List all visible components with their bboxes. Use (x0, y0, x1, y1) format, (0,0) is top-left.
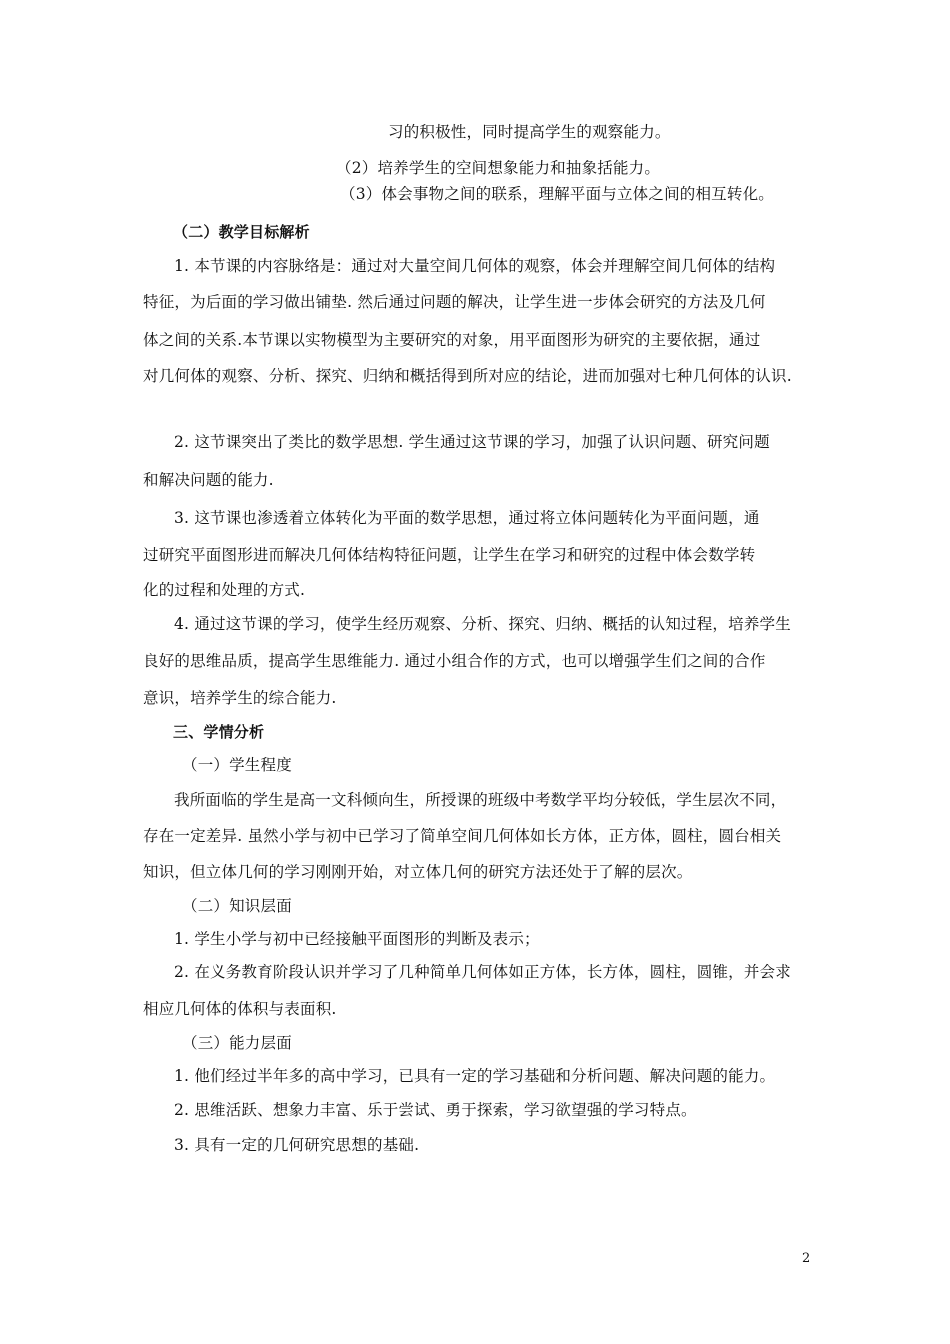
page-number: 2 (802, 1251, 811, 1266)
text-line: （3）体会事物之间的联系，理解平面与立体之间的相互转化。 (340, 185, 774, 203)
text-line: 习的积极性，同时提高学生的观察能力。 (388, 123, 671, 141)
text-line: 4. 通过这节课的学习，使学生经历观察、分析、探究、归纳、概括的认知过程，培养学生 (174, 615, 791, 633)
text-line: 1. 本节课的内容脉络是：通过对大量空间几何体的观察，体会并理解空间几何体的结构 (174, 257, 776, 275)
text-line: 化的过程和处理的方式. (143, 581, 306, 599)
text-line: 3. 具有一定的几何研究思想的基础. (174, 1136, 420, 1154)
text-line: 存在一定差异. 虽然小学与初中已学习了简单空间几何体如长方体，正方体，圆柱，圆台相关 (143, 827, 782, 845)
text-line: （2）培养学生的空间想象能力和抽象括能力。 (336, 159, 661, 177)
text-line: 知识，但立体几何的学习刚刚开始，对立体几何的研究方法还处于了解的层次。 (143, 863, 693, 881)
text-line: 2. 这节课突出了类比的数学思想. 学生通过这节课的学习，加强了认识问题、研究问题 (174, 433, 770, 451)
text-line: 体之间的关系.本节课以实物模型为主要研究的对象，用平面图形为研究的主要依据，通过 (143, 331, 761, 349)
text-line: 和解决问题的能力. (143, 471, 274, 489)
section-heading: （二）教学目标解析 (173, 223, 310, 241)
text-line: 2. 思维活跃、想象力丰富、乐于尝试、勇于探索，学习欲望强的学习特点。 (174, 1101, 697, 1119)
text-line: 特征，为后面的学习做出铺垫. 然后通过问题的解决，让学生进一步体会研究的方法及几何 (143, 293, 766, 311)
subsection-heading: （二）知识层面 (182, 897, 292, 915)
text-line: 相应几何体的体积与表面积. (143, 1000, 337, 1018)
text-line: 意识，培养学生的综合能力. (143, 689, 337, 707)
text-line: 1. 学生小学与初中已经接触平面图形的判断及表示； (174, 930, 540, 948)
section-heading: 三、学情分析 (173, 723, 265, 741)
text-line: 我所面临的学生是高一文科倾向生，所授课的班级中考数学平均分较低，学生层次不同， (174, 791, 787, 809)
text-line: 过研究平面图形进而解决几何体结构特征问题，让学生在学习和研究的过程中体会数学转 (143, 546, 756, 564)
subsection-heading: （一）学生程度 (182, 756, 292, 774)
text-line: 良好的思维品质，提高学生思维能力. 通过小组合作的方式，也可以增强学生们之间的合作 (143, 652, 766, 670)
text-line: 对几何体的观察、分析、探究、归纳和概括得到所对应的结论，进而加强对七种几何体的认识. (143, 367, 792, 385)
text-line: 3. 这节课也渗透着立体转化为平面的数学思想，通过将立体问题转化为平面问题，通 (174, 509, 760, 527)
text-line: 1. 他们经过半年多的高中学习，已具有一定的学习基础和分析问题、解决问题的能力。 (174, 1067, 776, 1085)
subsection-heading: （三）能力层面 (182, 1034, 292, 1052)
text-line: 2. 在义务教育阶段认识并学习了几种简单几何体如正方体，长方体，圆柱，圆锥，并会求 (174, 963, 791, 981)
